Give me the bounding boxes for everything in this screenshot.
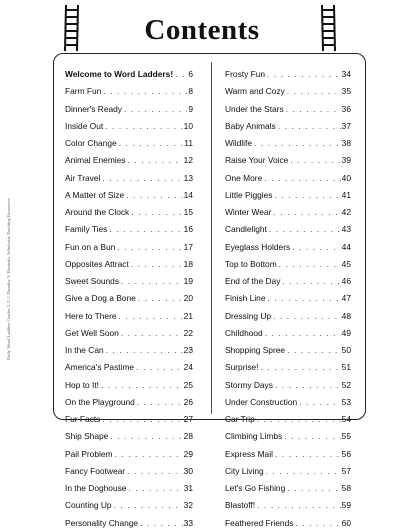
entry-title: Dinner's Ready — [65, 103, 122, 114]
entry-title: Sweet Sounds — [65, 276, 120, 286]
entry-page-number: 36 — [341, 103, 351, 114]
entry-leader-dots — [121, 325, 183, 342]
entry-page-number: 11 — [184, 138, 193, 148]
column-divider — [211, 62, 212, 414]
contents-entry — [225, 480, 351, 497]
entry-title: Candlelight — [225, 224, 267, 235]
entry-leader-dots — [278, 118, 341, 135]
contents-entry — [225, 66, 351, 83]
entry-leader-dots — [103, 83, 187, 100]
entry-page-number: 20 — [183, 293, 193, 304]
entry-leader-dots — [254, 135, 341, 152]
contents-entry — [65, 394, 193, 411]
entry-page-number: 27 — [183, 414, 193, 424]
entry-leader-dots — [137, 394, 183, 411]
entry-title: Eyeglass Holders — [225, 241, 291, 252]
contents-entry — [65, 446, 193, 463]
entry-title: Get Well Soon — [65, 327, 119, 338]
entry-title: Let's Go Fishing — [225, 483, 286, 493]
contents-entry — [225, 135, 351, 152]
entry-title: Raise Your Voice — [225, 155, 289, 166]
contents-entry — [65, 187, 193, 204]
contents-entry — [225, 256, 351, 273]
contents-entry — [65, 359, 193, 376]
contents-entry — [225, 290, 351, 307]
entry-leader-dots — [138, 290, 183, 307]
contents-entry — [225, 221, 351, 238]
entry-title: Fur Facts — [65, 414, 101, 424]
entry-page-number: 42 — [341, 207, 351, 217]
entry-title: America's Pastime — [65, 362, 135, 373]
contents-entry — [225, 394, 351, 411]
entry-leader-dots — [286, 101, 341, 118]
entry-title: Animal Enemies — [65, 155, 126, 166]
contents-entry — [225, 463, 351, 480]
entry-title: Hop to It! — [65, 379, 99, 390]
entry-page-number: 15 — [183, 207, 193, 217]
contents-entry — [65, 204, 193, 221]
contents-column-right — [225, 66, 351, 532]
entry-page-number: 54 — [341, 414, 351, 424]
entry-leader-dots — [257, 497, 341, 514]
entry-leader-dots — [273, 204, 340, 221]
entry-page-number: 35 — [341, 86, 351, 97]
entry-page-number: 58 — [341, 483, 351, 493]
entry-leader-dots — [284, 428, 340, 445]
entry-leader-dots — [290, 152, 340, 169]
entry-page-number: 12 — [183, 155, 193, 166]
page-title: Contents — [144, 14, 260, 46]
entry-leader-dots — [257, 411, 341, 428]
entry-title: Farm Fun — [65, 86, 102, 97]
contents-entry — [225, 83, 351, 100]
side-credit-text: Daily Word Ladders Grades 2–3 © Timothy V. Rasinski, Scholastic Teaching Resources — [6, 198, 11, 360]
entry-title: Counting Up — [65, 500, 112, 511]
entry-title: Under the Stars — [225, 103, 284, 114]
contents-entry — [225, 308, 351, 325]
entry-leader-dots — [292, 239, 341, 256]
entry-page-number: 32 — [183, 500, 193, 511]
contents-entry — [225, 118, 351, 135]
entry-title: Shopping Spree — [225, 345, 286, 355]
entry-title: Surprise! — [225, 362, 259, 373]
entry-leader-dots — [264, 170, 340, 187]
contents-entry — [65, 377, 193, 394]
contents-entry — [225, 342, 351, 359]
entry-page-number: 31 — [183, 483, 193, 493]
entry-title: Under Construction — [225, 396, 298, 407]
entry-title: Blastoff! — [225, 500, 256, 511]
entry-leader-dots — [101, 377, 183, 394]
contents-entry — [225, 239, 351, 256]
entry-title: End of the Day — [225, 276, 281, 286]
entry-leader-dots — [175, 66, 187, 83]
entry-title: Baby Animals — [225, 120, 276, 131]
entry-page-number: 59 — [341, 500, 351, 511]
contents-entry — [225, 377, 351, 394]
contents-entry — [65, 221, 193, 238]
contents-entry — [65, 463, 193, 480]
entry-leader-dots — [299, 394, 341, 411]
contents-entry — [225, 204, 351, 221]
contents-entry — [65, 342, 193, 359]
contents-entry — [65, 101, 193, 118]
entry-title: Fancy Footwear — [65, 465, 126, 476]
entry-page-number: 41 — [341, 189, 351, 200]
contents-entry — [225, 446, 351, 463]
entry-page-number: 25 — [183, 379, 193, 390]
contents-entry — [65, 515, 193, 532]
entry-title: Stormy Days — [225, 379, 273, 390]
entry-title: Air Travel — [65, 172, 101, 183]
entry-page-number: 22 — [183, 327, 193, 338]
entry-title: Warm and Cozy — [225, 86, 285, 97]
entry-title: Inside Out — [65, 120, 104, 131]
contents-entry — [65, 290, 193, 307]
entry-page-number: 30 — [183, 465, 193, 476]
entry-title: Give a Dog a Bone — [65, 293, 136, 304]
entry-title: Winter Wear — [225, 207, 272, 217]
entry-page-number: 13 — [183, 172, 193, 183]
entry-page-number: 51 — [341, 362, 351, 373]
contents-entry — [225, 497, 351, 514]
contents-entry — [65, 256, 193, 273]
entry-page-number: 8 — [188, 86, 193, 97]
entry-page-number: 6 — [188, 69, 193, 79]
entry-page-number: 47 — [341, 293, 351, 304]
entry-leader-dots — [275, 446, 341, 463]
entry-page-number: 43 — [341, 224, 351, 235]
entry-leader-dots — [273, 308, 341, 325]
contents-entry — [65, 239, 193, 256]
entry-page-number: 9 — [188, 103, 193, 114]
entry-page-number: 56 — [341, 448, 351, 459]
contents-column-left — [65, 66, 193, 532]
entry-title: Around the Clock — [65, 207, 130, 217]
contents-entry — [65, 118, 193, 135]
entry-page-number: 34 — [341, 69, 351, 79]
entry-page-number: 10 — [183, 120, 193, 131]
entry-page-number: 40 — [341, 172, 351, 183]
entry-page-number: 45 — [341, 258, 351, 269]
entry-title: Top to Bottom — [225, 258, 277, 269]
entry-leader-dots — [267, 66, 341, 83]
entry-title: Welcome to Word Ladders! — [65, 69, 174, 79]
entry-leader-dots — [287, 480, 340, 497]
entry-title: Childhood — [225, 327, 263, 338]
entry-title: A Matter of Size — [65, 189, 125, 200]
entry-page-number: 23 — [183, 345, 193, 355]
entry-page-number: 48 — [341, 310, 351, 321]
entry-title: Ship Shape — [65, 431, 109, 442]
entry-page-number: 21 — [183, 310, 193, 321]
contents-entry — [225, 101, 351, 118]
entry-leader-dots — [269, 221, 341, 238]
entry-leader-dots — [119, 308, 183, 325]
entry-page-number: 33 — [183, 517, 193, 528]
entry-leader-dots — [128, 480, 182, 497]
entry-title: Color Change — [65, 138, 117, 148]
entry-leader-dots — [136, 359, 183, 376]
contents-entry — [225, 515, 351, 532]
entry-leader-dots — [114, 497, 183, 514]
entry-title: Opposites Attract — [65, 258, 129, 269]
entry-title: One More — [225, 172, 263, 183]
entry-leader-dots — [131, 204, 182, 221]
contents-entry — [65, 308, 193, 325]
entry-page-number: 44 — [341, 241, 351, 252]
entry-page-number: 39 — [341, 155, 351, 166]
contents-entry — [65, 428, 193, 445]
entry-leader-dots — [105, 118, 182, 135]
entry-leader-dots — [127, 463, 183, 480]
entry-title: In the Can — [65, 345, 104, 355]
contents-entry — [65, 170, 193, 187]
entry-title: Feathered Friends — [225, 517, 294, 528]
entry-title: Little Piggies — [225, 189, 273, 200]
entry-title: Wildlife — [225, 138, 252, 148]
contents-entry — [65, 497, 193, 514]
contents-entry — [65, 83, 193, 100]
entry-leader-dots — [275, 187, 341, 204]
entry-leader-dots — [121, 273, 183, 290]
entry-leader-dots — [110, 428, 182, 445]
contents-entry — [65, 325, 193, 342]
contents-entry — [225, 325, 351, 342]
title-bar — [62, 10, 342, 50]
entry-leader-dots — [268, 290, 341, 307]
entry-title: Climbing Limbs — [225, 431, 283, 442]
entry-page-number: 50 — [341, 345, 351, 355]
entry-leader-dots — [275, 377, 341, 394]
entry-page-number: 14 — [183, 189, 193, 200]
entry-title: Finish Line — [225, 293, 266, 304]
entry-title: Here to There — [65, 310, 117, 321]
entry-leader-dots — [124, 101, 187, 118]
contents-entry — [65, 152, 193, 169]
entry-title: On the Playground — [65, 396, 135, 407]
entry-page-number: 49 — [341, 327, 351, 338]
entry-title: Express Mail — [225, 448, 273, 459]
contents-entry — [225, 273, 351, 290]
entry-page-number: 38 — [341, 138, 351, 148]
entry-leader-dots — [279, 256, 341, 273]
entry-page-number: 19 — [183, 276, 193, 286]
entry-page-number: 18 — [183, 258, 193, 269]
entry-leader-dots — [102, 170, 182, 187]
entry-leader-dots — [114, 446, 182, 463]
entry-leader-dots — [265, 325, 341, 342]
entry-page-number: 52 — [341, 379, 351, 390]
entry-leader-dots — [287, 83, 341, 100]
contents-entry — [225, 428, 351, 445]
entry-page-number: 24 — [183, 362, 193, 373]
entry-leader-dots — [287, 342, 341, 359]
entry-page-number: 55 — [341, 431, 351, 442]
entry-leader-dots — [117, 239, 182, 256]
contents-entry — [65, 135, 193, 152]
entry-page-number: 53 — [341, 396, 351, 407]
entry-title: In the Doghouse — [65, 483, 127, 493]
entry-title: Personality Change — [65, 517, 139, 528]
contents-entry — [225, 187, 351, 204]
entry-leader-dots — [126, 187, 183, 204]
entry-leader-dots — [128, 152, 183, 169]
entry-title: Car Trip — [225, 414, 255, 424]
entry-leader-dots — [106, 342, 183, 359]
entry-leader-dots — [102, 411, 182, 428]
entry-title: Dressing Up — [225, 310, 272, 321]
entry-leader-dots — [109, 221, 182, 238]
contents-entry — [65, 66, 193, 83]
entry-page-number: 46 — [341, 276, 351, 286]
entry-page-number: 28 — [183, 431, 193, 442]
contents-entry — [65, 480, 193, 497]
entry-page-number: 17 — [183, 241, 193, 252]
contents-entry — [65, 411, 193, 428]
entry-leader-dots — [266, 463, 341, 480]
entry-page-number: 60 — [341, 517, 351, 528]
contents-entry — [65, 273, 193, 290]
entry-page-number: 29 — [183, 448, 193, 459]
entry-title: City Living — [225, 465, 264, 476]
side-credit — [4, 130, 14, 360]
entry-leader-dots — [119, 135, 184, 152]
entry-leader-dots — [140, 515, 183, 532]
contents-entry — [225, 170, 351, 187]
entry-page-number: 37 — [341, 120, 351, 131]
contents-entry — [225, 152, 351, 169]
entry-page-number: 26 — [183, 396, 193, 407]
entry-leader-dots — [261, 359, 341, 376]
entry-page-number: 16 — [183, 224, 193, 235]
entry-title: Fun on a Bun — [65, 241, 116, 252]
entry-page-number: 57 — [341, 465, 351, 476]
entry-leader-dots — [295, 515, 340, 532]
contents-entry — [225, 411, 351, 428]
contents-entry — [225, 359, 351, 376]
entry-leader-dots — [131, 256, 183, 273]
entry-title: Frosty Fun — [225, 69, 266, 79]
entry-leader-dots — [282, 273, 340, 290]
entry-title: Pail Problem — [65, 448, 113, 459]
entry-title: Family Ties — [65, 224, 108, 235]
